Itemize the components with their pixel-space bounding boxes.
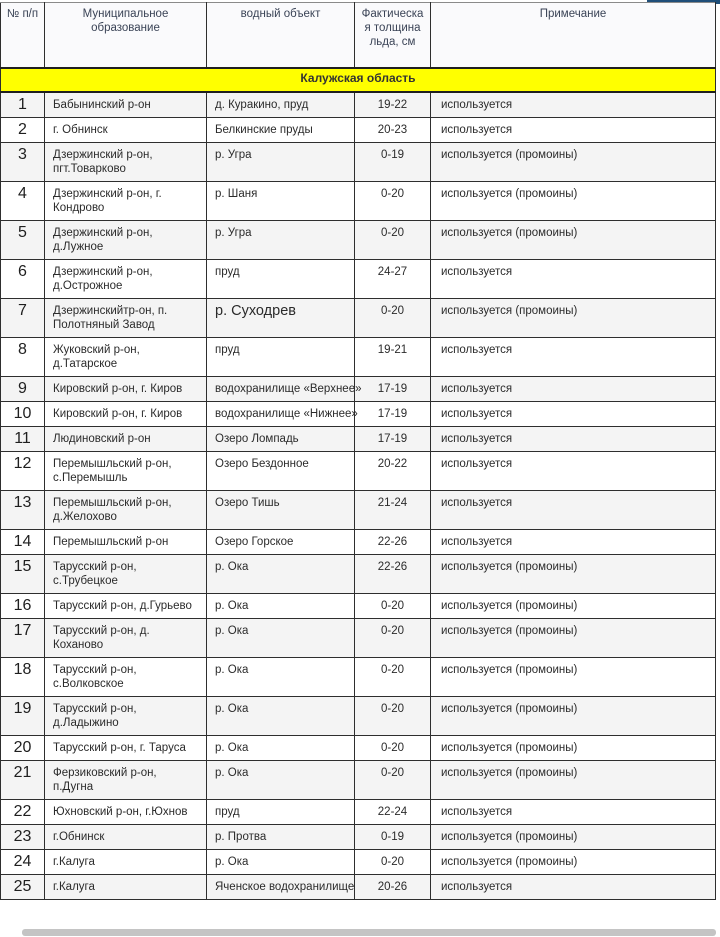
thickness-cell: 20-26 xyxy=(355,875,431,900)
municipality-cell: Перемышльский р-он xyxy=(45,530,207,555)
municipality-cell: Ферзиковский р-он, п.Дугна xyxy=(45,761,207,800)
table-row xyxy=(1,92,716,118)
municipality-cell: г. Обнинск xyxy=(45,118,207,143)
thickness-cell: 19-21 xyxy=(355,338,431,377)
table-row xyxy=(1,761,716,800)
row-number-cell: 20 xyxy=(1,736,45,761)
table-row xyxy=(1,594,716,619)
note-cell: используется xyxy=(431,452,716,491)
note-cell: используется (промоины) xyxy=(431,850,716,875)
row-number-cell: 23 xyxy=(1,825,45,850)
thickness-cell: 17-19 xyxy=(355,427,431,452)
municipality-cell: г.Калуга xyxy=(45,850,207,875)
thickness-cell: 0-20 xyxy=(355,658,431,697)
note-cell: используется xyxy=(431,92,716,118)
table-row xyxy=(1,555,716,594)
municipality-cell: Перемышльский р-он, с.Перемышль xyxy=(45,452,207,491)
thickness-cell: 0-20 xyxy=(355,697,431,736)
table-row xyxy=(1,118,716,143)
table-row xyxy=(1,800,716,825)
table-row xyxy=(1,221,716,260)
municipality-cell: Жуковский р-он, д.Татарское xyxy=(45,338,207,377)
note-cell: используется (промоины) xyxy=(431,143,716,182)
water-object-cell: р. Протва xyxy=(207,825,355,850)
water-object-cell: р. Ока xyxy=(207,850,355,875)
municipality-cell: Дзержинский р-он, г. Кондрово xyxy=(45,182,207,221)
thickness-cell: 0-19 xyxy=(355,825,431,850)
water-object-cell: пруд xyxy=(207,800,355,825)
row-number-cell: 3 xyxy=(1,143,45,182)
table-row xyxy=(1,850,716,875)
note-cell: используется xyxy=(431,875,716,900)
thickness-cell: 0-20 xyxy=(355,182,431,221)
note-cell: используется xyxy=(431,118,716,143)
note-cell: используется (промоины) xyxy=(431,619,716,658)
thickness-cell: 0-20 xyxy=(355,221,431,260)
note-cell: используется xyxy=(431,402,716,427)
water-object-cell: р. Ока xyxy=(207,761,355,800)
row-number-cell: 2 xyxy=(1,118,45,143)
table-row xyxy=(1,825,716,850)
water-object-cell: р. Угра xyxy=(207,143,355,182)
water-object-cell: р. Ока xyxy=(207,697,355,736)
municipality-cell: Дзержинский р-он, пгт.Товарково xyxy=(45,143,207,182)
row-number-cell: 19 xyxy=(1,697,45,736)
water-object-cell: пруд xyxy=(207,260,355,299)
row-number-cell: 22 xyxy=(1,800,45,825)
thickness-cell: 22-26 xyxy=(355,555,431,594)
water-object-cell: р. Ока xyxy=(207,619,355,658)
row-number-cell: 7 xyxy=(1,299,45,338)
ice-thickness-table xyxy=(0,2,716,900)
table-row xyxy=(1,658,716,697)
municipality-cell: г.Калуга xyxy=(45,875,207,900)
water-object-cell: Озеро Бездонное xyxy=(207,452,355,491)
water-object-cell: д. Куракино, пруд xyxy=(207,92,355,118)
row-number-cell: 11 xyxy=(1,427,45,452)
water-object-cell: Озеро Ломпадь xyxy=(207,427,355,452)
thickness-cell: 0-19 xyxy=(355,143,431,182)
water-object-cell: р. Ока xyxy=(207,658,355,697)
thickness-cell: 0-20 xyxy=(355,619,431,658)
row-number-cell: 13 xyxy=(1,491,45,530)
municipality-cell: Тарусский р-он, д.Ладыжино xyxy=(45,697,207,736)
note-cell: используется xyxy=(431,530,716,555)
column-header-note: Примечание xyxy=(431,3,716,69)
water-object-cell: Белкинские пруды xyxy=(207,118,355,143)
thickness-cell: 22-24 xyxy=(355,800,431,825)
thickness-cell: 17-19 xyxy=(355,402,431,427)
note-cell: используется xyxy=(431,427,716,452)
row-number-cell: 4 xyxy=(1,182,45,221)
thickness-cell: 20-23 xyxy=(355,118,431,143)
municipality-cell: Дзержинский р-он, д.Острожное xyxy=(45,260,207,299)
thickness-cell: 0-20 xyxy=(355,736,431,761)
row-number-cell: 21 xyxy=(1,761,45,800)
table-row xyxy=(1,299,716,338)
note-cell: используется (промоины) xyxy=(431,761,716,800)
water-object-cell: Озеро Горское xyxy=(207,530,355,555)
row-number-cell: 18 xyxy=(1,658,45,697)
note-cell: используется xyxy=(431,800,716,825)
municipality-cell: г.Обнинск xyxy=(45,825,207,850)
thickness-cell: 19-22 xyxy=(355,92,431,118)
table-row xyxy=(1,260,716,299)
table-row xyxy=(1,491,716,530)
municipality-cell: Тарусский р-он, с.Волковское xyxy=(45,658,207,697)
row-number-cell: 14 xyxy=(1,530,45,555)
water-object-cell: р. Шаня xyxy=(207,182,355,221)
row-number-cell: 5 xyxy=(1,221,45,260)
header-row xyxy=(1,3,716,69)
thickness-cell: 21-24 xyxy=(355,491,431,530)
thickness-cell: 0-20 xyxy=(355,299,431,338)
thickness-cell: 0-20 xyxy=(355,761,431,800)
row-number-cell: 10 xyxy=(1,402,45,427)
row-number-cell: 17 xyxy=(1,619,45,658)
table-row xyxy=(1,697,716,736)
municipality-cell: Юхновский р-он, г.Юхнов xyxy=(45,800,207,825)
note-cell: используется (промоины) xyxy=(431,658,716,697)
water-object-cell: пруд xyxy=(207,338,355,377)
municipality-cell: Тарусский р-он, г. Таруса xyxy=(45,736,207,761)
municipality-cell: Дзержинский р-он, д.Лужное xyxy=(45,221,207,260)
thickness-cell: 20-22 xyxy=(355,452,431,491)
note-cell: используется xyxy=(431,377,716,402)
table-row xyxy=(1,875,716,900)
municipality-cell: Тарусский р-он, д.Гурьево xyxy=(45,594,207,619)
row-number-cell: 12 xyxy=(1,452,45,491)
table-row xyxy=(1,377,716,402)
table-row xyxy=(1,619,716,658)
row-number-cell: 8 xyxy=(1,338,45,377)
water-object-cell: р. Суходрев xyxy=(207,299,355,338)
table-row xyxy=(1,427,716,452)
municipality-cell: Бабынинский р-он xyxy=(45,92,207,118)
thickness-cell: 17-19 xyxy=(355,377,431,402)
horizontal-scrollbar[interactable] xyxy=(22,929,716,936)
table-row xyxy=(1,338,716,377)
note-cell: используется (промоины) xyxy=(431,221,716,260)
water-object-cell: р. Ока xyxy=(207,736,355,761)
note-cell: используется (промоины) xyxy=(431,299,716,338)
note-cell: используется (промоины) xyxy=(431,555,716,594)
thickness-cell: 0-20 xyxy=(355,594,431,619)
municipality-cell: Перемышльский р-он, д.Желохово xyxy=(45,491,207,530)
water-object-cell: водохранилище «Верхнее» xyxy=(207,377,355,402)
note-cell: используется xyxy=(431,491,716,530)
municipality-cell: Тарусский р-он, с.Трубецкое xyxy=(45,555,207,594)
municipality-cell: Дзержинскийтр-он, п. Полотняный Завод xyxy=(45,299,207,338)
water-object-cell: р. Угра xyxy=(207,221,355,260)
water-object-cell: Яченское водохранилище xyxy=(207,875,355,900)
table-row xyxy=(1,736,716,761)
table-row xyxy=(1,452,716,491)
water-object-cell: водохранилище «Нижнее» xyxy=(207,402,355,427)
water-object-cell: Озеро Тишь xyxy=(207,491,355,530)
table-row xyxy=(1,530,716,555)
row-number-cell: 1 xyxy=(1,92,45,118)
table-body xyxy=(1,92,716,900)
table-header xyxy=(1,3,716,93)
note-cell: используется (промоины) xyxy=(431,182,716,221)
water-object-cell: р. Ока xyxy=(207,594,355,619)
thickness-cell: 22-26 xyxy=(355,530,431,555)
municipality-cell: Тарусский р-он, д. Коханово xyxy=(45,619,207,658)
municipality-cell: Кировский р-он, г. Киров xyxy=(45,402,207,427)
column-header-water-object: водный объект xyxy=(207,3,355,69)
municipality-cell: Кировский р-он, г. Киров xyxy=(45,377,207,402)
region-band-row xyxy=(1,68,716,92)
note-cell: используется (промоины) xyxy=(431,594,716,619)
water-object-cell: р. Ока xyxy=(207,555,355,594)
row-number-cell: 16 xyxy=(1,594,45,619)
thickness-cell: 0-20 xyxy=(355,850,431,875)
note-cell: используется (промоины) xyxy=(431,697,716,736)
row-number-cell: 15 xyxy=(1,555,45,594)
column-header-number: № п/п xyxy=(1,3,45,69)
note-cell: используется xyxy=(431,260,716,299)
row-number-cell: 25 xyxy=(1,875,45,900)
row-number-cell: 24 xyxy=(1,850,45,875)
column-header-thickness: Фактическая толщина льда, см xyxy=(355,3,431,69)
column-header-municipality: Муниципальное образование xyxy=(45,3,207,69)
note-cell: используется (промоины) xyxy=(431,825,716,850)
municipality-cell: Людиновский р-он xyxy=(45,427,207,452)
thickness-cell: 24-27 xyxy=(355,260,431,299)
table-row xyxy=(1,143,716,182)
note-cell: используется (промоины) xyxy=(431,736,716,761)
table-row xyxy=(1,182,716,221)
row-number-cell: 6 xyxy=(1,260,45,299)
region-band-label: Калужская область xyxy=(1,68,716,92)
table-row xyxy=(1,402,716,427)
row-number-cell: 9 xyxy=(1,377,45,402)
note-cell: используется xyxy=(431,338,716,377)
